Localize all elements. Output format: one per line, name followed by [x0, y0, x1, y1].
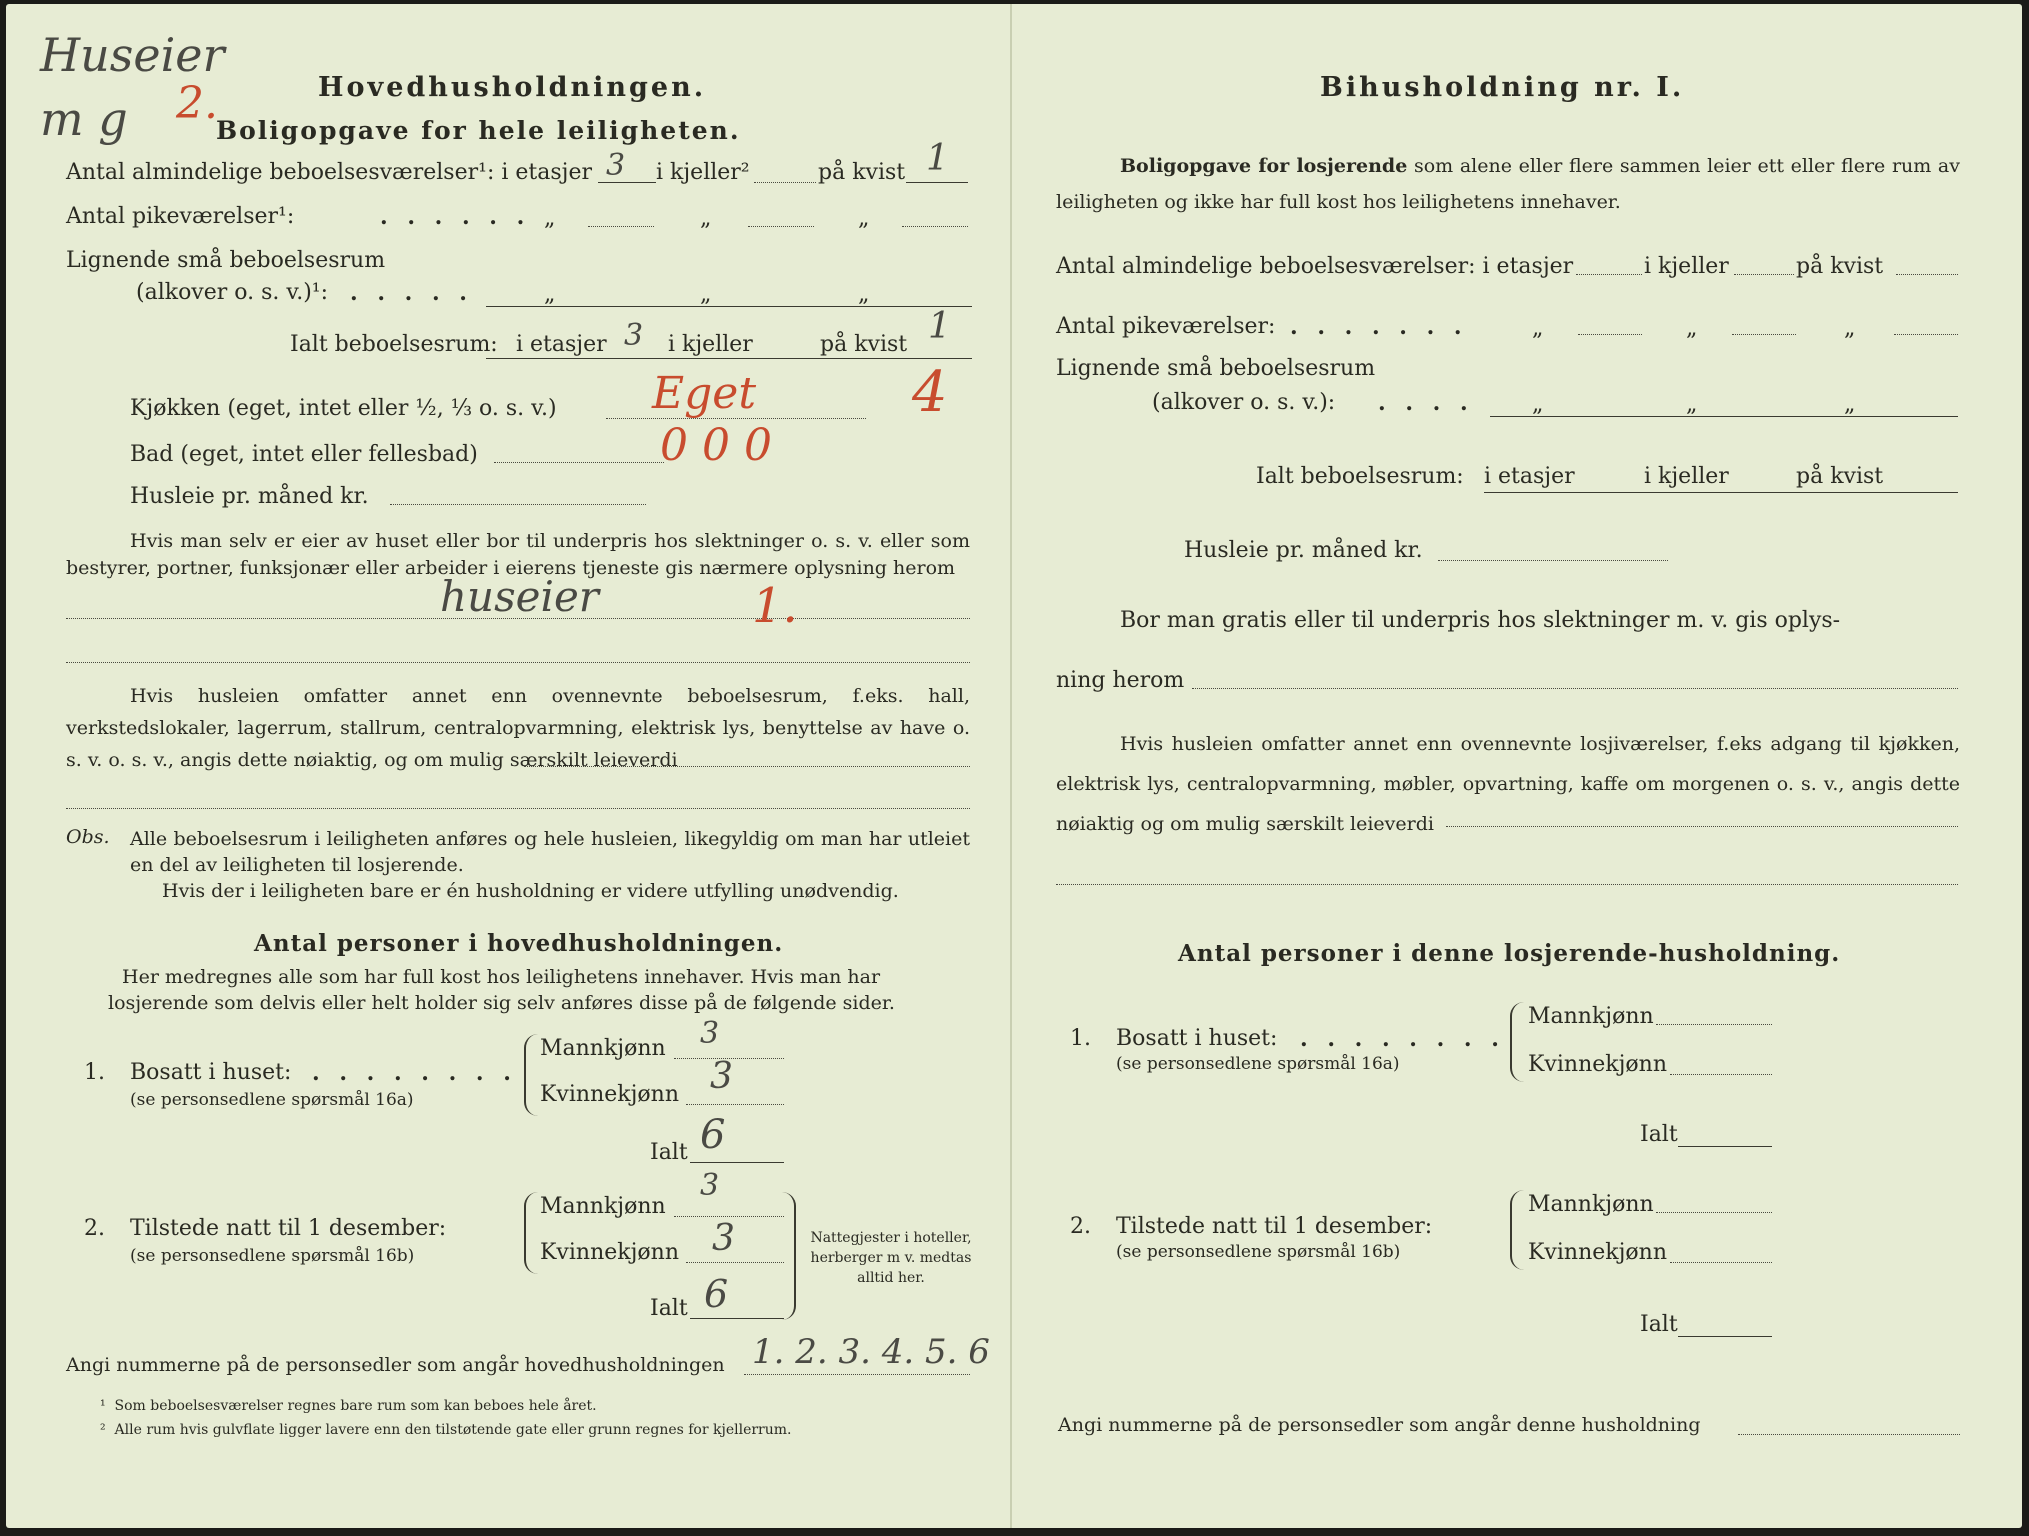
- page-fold: [1010, 4, 1012, 1528]
- lignende-label: Lignende små beboelsesrum: [66, 248, 386, 273]
- husleie-label: Husleie pr. måned kr.: [130, 484, 369, 509]
- obs-text: Alle beboelsesrum i leiligheten anføres og hele husleien, likegyldig om man har utleiet en del av leiligheten til losjerende.: [130, 828, 970, 876]
- rooms-kjeller-label: i kjeller²: [656, 160, 750, 185]
- left-angi: Angi nummerne på de personsedler som angår hovedhusholdningen: [66, 1354, 725, 1376]
- rooms-etasjer-value: 3: [606, 148, 626, 183]
- q2-label: Tilstede natt til 1 desember:: [130, 1216, 447, 1241]
- ialt-label: Ialt beboelsesrum:: [290, 332, 498, 357]
- left-title: Hovedhusholdningen.: [318, 72, 707, 103]
- ialt-kvist-value: 1: [928, 306, 951, 347]
- obs-text2: Hvis der i leiligheten bare er én husholdning er videre utfylling unødvendig.: [162, 880, 899, 902]
- footnote-1: ¹ Som beboelsesværelser regnes bare rum som kan beboes hele året.: [100, 1398, 597, 1414]
- kjokken-label: Kjøkken (eget, intet eller ½, ⅓ o. s. v.): [130, 396, 557, 421]
- rooms-label: Antal almindelige beboelsesværelser¹: i etasjer: [66, 160, 593, 185]
- margin-note-2: 2.: [176, 78, 218, 129]
- right-omfatter: Hvis husleien omfatter annet enn ovennevnte losjiværelser, f.eks adgang til kjøkken, elektrisk lys, centralopvarmning, møbler, opvartning, kaffe om morgenen o. s. v., angis dette nøiaktig og om mulig særskilt leieverdi: [1056, 733, 1960, 835]
- q1-mann-value: 3: [700, 1016, 720, 1051]
- right-husleie-label: Husleie pr. måned kr.: [1184, 538, 1423, 563]
- eier-value: huseier: [440, 572, 599, 621]
- right-rooms-label: Antal almindelige beboelsesværelser: i etasjer: [1056, 254, 1574, 279]
- left-subtitle: Boligopgave for hele leiligheten.: [216, 116, 741, 145]
- left-angi-value: 1. 2. 3. 4. 5. 6: [752, 1332, 990, 1372]
- right-gratis-line2: ning herom: [1056, 668, 1185, 693]
- right-intro: Boligopgave for losjerende som alene eller flere sammen leier ett eller flere rum av leiligheten og ikke har full kost hos leilighetens innehaver.: [1056, 155, 1960, 213]
- right-q2-label: Tilstede natt til 1 desember:: [1116, 1214, 1433, 1239]
- eier-note: Hvis man selv er eier av huset eller bor til underpris hos slektninger o. s. v. eller som bestyrer, portner, funksjonær eller arbeider i eierens tjeneste gis nærmere oplysning herom: [66, 530, 970, 579]
- right-persons-title: Antal personer i denne losjerende-husholdning.: [1178, 940, 1841, 967]
- footnote-2: ² Alle rum hvis gulvflate ligger lavere enn den tilstøtende gate eller grunn regnes for kjellerrum.: [100, 1422, 792, 1438]
- kjokken-value: Eget: [652, 368, 757, 419]
- persons-title: Antal personer i hovedhusholdningen.: [254, 930, 784, 957]
- eier-mark: 1.: [752, 578, 798, 634]
- right-pike-label: Antal pikeværelser:: [1056, 314, 1276, 339]
- omfatter-note: Hvis husleien omfatter annet enn ovennevnte beboelsesrum, f.eks. hall, verkstedslokaler, lagerrum, stallrum, centralopvarmning, elektrisk lys, benyttelse av have o. s. v. o. s. v., angis dette nøiaktig, og om mulig særskilt leieverdi: [66, 685, 970, 771]
- margin-note-huseier: Huseier: [40, 28, 225, 82]
- right-gratis-line1: Bor man gratis eller til underpris hos slektninger m. v. gis oplys-: [1120, 608, 1841, 633]
- rooms-kvist-label: på kvist: [818, 160, 906, 185]
- pike-label: Antal pikeværelser¹:: [66, 204, 295, 229]
- nattegjester-note: Nattegjester i hoteller, herberger m v. medtas alltid her.: [810, 1230, 972, 1286]
- rooms-kvist-value: 1: [926, 138, 949, 179]
- margin-note-mg: m g: [40, 92, 128, 146]
- persons-note1: Her medregnes alle som har full kost hos leilighetens innehaver. Hvis man har: [122, 966, 881, 988]
- right-title: Bihusholdning nr. I.: [1320, 72, 1685, 103]
- right-angi: Angi nummerne på de personsedler som angår denne husholdning: [1058, 1414, 1701, 1436]
- right-q1-label: Bosatt i huset:: [1116, 1026, 1278, 1051]
- q2-mann-value: 3: [700, 1168, 720, 1203]
- q1-label: Bosatt i huset:: [130, 1060, 292, 1085]
- kjokken-margin-value: 4: [912, 360, 948, 425]
- ialt-etasjer-value: 3: [624, 318, 644, 353]
- q2-kvinne-value: 3: [712, 1218, 735, 1259]
- persons-note2: losjerende som delvis eller helt holder sig selv anføres disse på de følgende sider.: [108, 992, 895, 1014]
- q1-kvinne-value: 3: [710, 1056, 733, 1097]
- obs-label: Obs.: [66, 826, 110, 848]
- bad-label: Bad (eget, intet eller fellesbad): [130, 442, 478, 467]
- q1-ialt-value: 6: [700, 1112, 726, 1158]
- bad-value: 0 0 0: [660, 420, 772, 471]
- q2-ialt-value: 6: [704, 1272, 729, 1316]
